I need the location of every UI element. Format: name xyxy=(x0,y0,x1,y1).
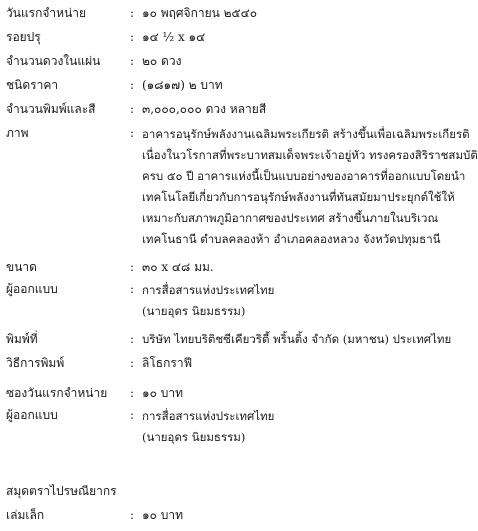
label-first-day-issue: วันแรกจำหน่าย xyxy=(6,6,87,20)
colon: : xyxy=(130,126,135,140)
label-size: ขนาด xyxy=(6,260,37,274)
label-fdc-envelope: ซองวันแรกจำหน่าย xyxy=(6,386,108,400)
value-quantity-colors: ๓,๐๐๐,๐๐๐ ดวง หลายสี xyxy=(142,102,267,116)
picture-line: เหมาะกับสภาพภูมิอากาศของประเทศ สร้างขึ้นภายในบริเวณ xyxy=(142,211,439,225)
colon: : xyxy=(130,260,135,274)
value-printer: บริษัท ไทยบริติชซีเคียวริตี้ พริ้นติ้ง จำกัด (มหาชน) ประเทศไทย xyxy=(142,332,452,346)
fdc-designer-value xyxy=(142,406,472,448)
colon: : xyxy=(130,408,135,422)
value-booklet: ๑๐ บาท xyxy=(142,508,184,522)
label-printer: พิมพ์ที่ xyxy=(6,332,38,346)
value-stamps-per-sheet: ๒๐ ดวง xyxy=(142,54,182,68)
value-perforation: ๑๔ ½ x ๑๔ xyxy=(142,30,206,44)
designer-line: การสื่อสารแห่งประเทศไทย xyxy=(142,283,275,297)
picture-line: อาคารอนุรักษ์พลังงานเฉลิมพระเกียรติ สร้างขึ้นเพื่อเฉลิมพระเกียรติ xyxy=(142,127,470,141)
colon: : xyxy=(130,102,135,116)
designer-value xyxy=(142,280,472,322)
colon: : xyxy=(130,332,135,346)
label-quantity-colors: จำนวนพิมพ์และสี xyxy=(6,102,96,116)
label-picture: ภาพ xyxy=(6,126,29,140)
designer-line: (นายอุดร นิยมธรรม) xyxy=(142,304,246,318)
colon: : xyxy=(130,6,135,20)
picture-line: เทคโนธานี ตำบลคลองห้า อำเภอคลองหลวง จังหวัดปทุมธานี xyxy=(142,232,441,246)
fdc-designer-line: การสื่อสารแห่งประเทศไทย xyxy=(142,409,275,423)
colon: : xyxy=(130,30,135,44)
value-denomination: (๑๘๑๗) ๒ บาท xyxy=(142,78,223,92)
picture-line: เนื่องในวโรกาสที่พระบาทสมเด็จพระเจ้าอยู่หัว ทรงครองสิริราชสมบัติ xyxy=(142,148,478,162)
label-album: สมุดตราไปรษณียากร xyxy=(6,484,117,498)
colon: : xyxy=(130,54,135,68)
label-designer: ผู้ออกแบบ xyxy=(6,282,58,296)
value-printing-method: ลิโธกราฟี xyxy=(142,356,193,370)
label-denomination: ชนิดราคา xyxy=(6,78,59,92)
value-fdc-envelope: ๑๐ บาท xyxy=(142,386,184,400)
value-first-day-issue: ๑๐ พฤศจิกายน ๒๕๔๐ xyxy=(142,6,258,20)
fdc-designer-line: (นายอุดร นิยมธรรม) xyxy=(142,430,246,444)
picture-description xyxy=(142,124,478,250)
colon: : xyxy=(130,282,135,296)
label-fdc-designer: ผู้ออกแบบ xyxy=(6,408,58,422)
colon: : xyxy=(130,78,135,92)
label-booklet: เล่มเล็ก xyxy=(6,508,45,522)
picture-line: ครบ ๕๐ ปี อาคารแห่งนี้เป็นแบบอย่างของอาคารที่ออกแบบโดยนำ xyxy=(142,169,466,183)
colon: : xyxy=(130,508,135,522)
label-stamps-per-sheet: จำนวนดวงในแผ่น xyxy=(6,54,101,68)
picture-line: เทคโนโลยีเกี่ยวกับการอนุรักษ์พลังงานที่ทันสมัยมาประยุกต์ใช้ให้ xyxy=(142,190,455,204)
colon: : xyxy=(130,386,135,400)
label-perforation: รอยปรุ xyxy=(6,30,41,44)
value-size: ๓๐ x ๔๘ มม. xyxy=(142,260,214,274)
label-printing-method: วิธีการพิมพ์ xyxy=(6,356,65,370)
colon: : xyxy=(130,356,135,370)
